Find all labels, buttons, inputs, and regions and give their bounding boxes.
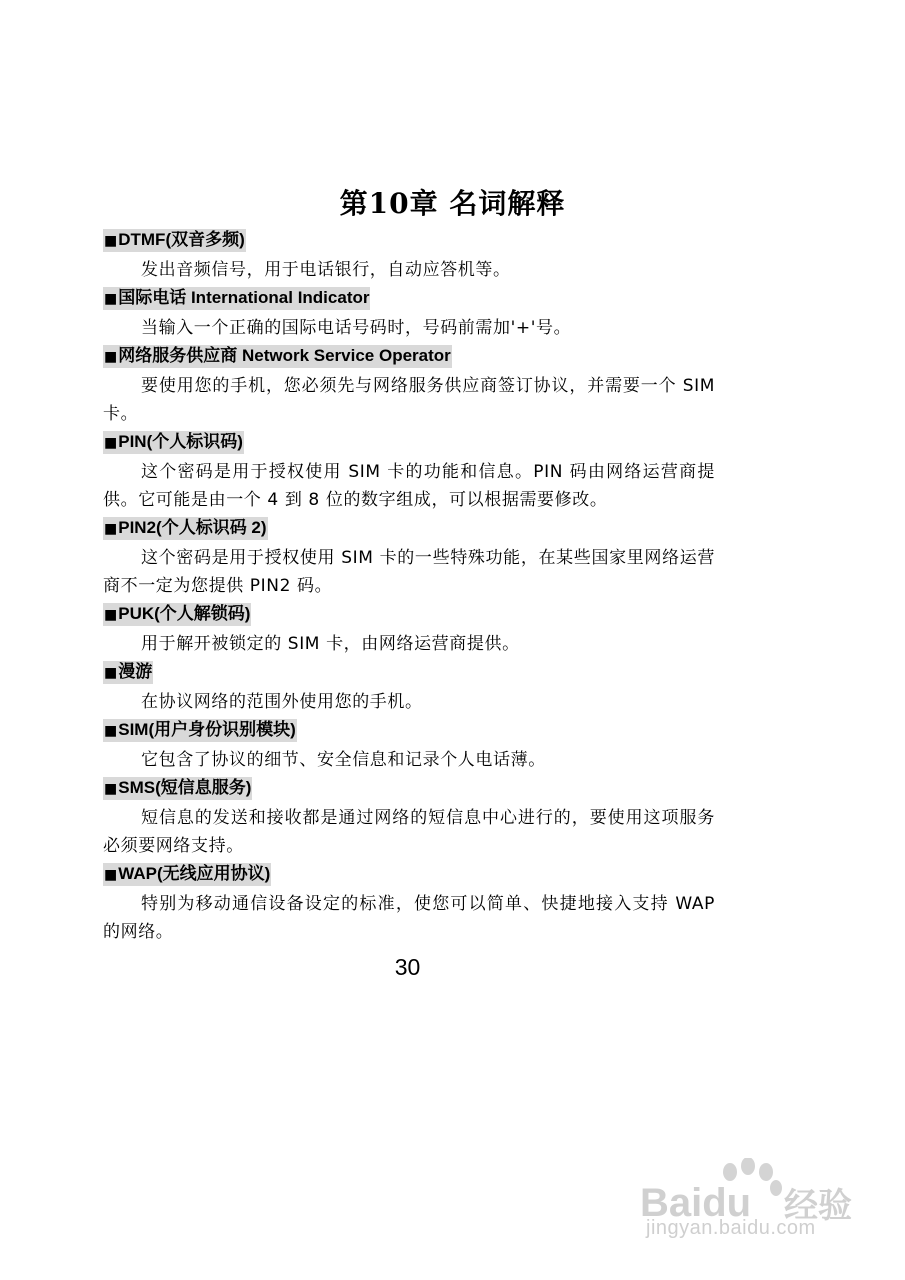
glossary-entry [103,600,715,658]
watermark-url: jingyan.baidu.com [646,1217,816,1239]
term-label: 网络服务供应商 Network Service Operator [118,346,451,365]
glossary-definition: 它包含了协议的细节、安全信息和记录个人电话薄。 [141,750,546,770]
glossary-entry [103,716,715,774]
glossary-definition: 短信息的发送和接收都是通过网络的短信息中心进行的，要使用这项服务必须要网络支持。 [103,808,715,856]
glossary-definition: 这个密码是用于授权使用 SIM 卡的功能和信息。PIN 码由网络运营商提供。它可能是由一个 4 到 8 位的数字组成，可以根据需要修改。 [103,462,715,510]
term-label: PUK(个人解锁码) [118,604,251,623]
term-label: PIN(个人标识码) [118,432,243,451]
glossary-entry [103,860,715,946]
glossary-definition: 要使用您的手机，您必须先与网络服务供应商签订协议，并需要一个 SIM 卡。 [103,376,715,424]
glossary-definition: 发出音频信号，用于电话银行，自动应答机等。 [141,260,511,280]
page-title: 第10章 名词解释 [339,187,566,220]
term-label: WAP(无线应用协议) [118,864,271,883]
glossary-term [103,603,251,626]
bullet-square-icon: ■ [104,349,118,365]
glossary-list [103,226,715,946]
watermark-logo-suffix: 经验 [784,1186,852,1226]
term-label: PIN2(个人标识码 2) [118,518,267,537]
bullet-square-icon: ■ [104,435,118,451]
bullet-square-icon: ■ [104,607,118,623]
term-label: SIM(用户身份识别模块) [118,720,296,739]
bullet-square-icon: ■ [104,233,118,249]
bullet-square-icon: ■ [104,665,118,681]
bullet-square-icon: ■ [104,781,118,797]
glossary-definition: 用于解开被锁定的 SIM 卡，由网络运营商提供。 [141,634,520,654]
glossary-definition: 这个密码是用于授权使用 SIM 卡的一些特殊功能，在某些国家里网络运营商不一定为您提供 PIN2 码。 [103,548,715,596]
glossary-entry [103,658,715,716]
bullet-square-icon: ■ [104,723,118,739]
glossary-definition: 当输入一个正确的国际电话号码时，号码前需加'+'号。 [141,318,572,338]
glossary-term [103,431,244,454]
glossary-term [103,661,153,684]
baidu-jingyan-watermark [640,1140,890,1260]
term-label: 漫游 [118,662,153,681]
term-label: 国际电话 International Indicator [118,288,370,307]
glossary-term [103,287,370,310]
bullet-square-icon: ■ [104,521,118,537]
bullet-square-icon: ■ [104,291,118,307]
glossary-entry [103,428,715,514]
glossary-entry [103,284,715,342]
glossary-entry [103,514,715,600]
glossary-term [103,345,452,368]
glossary-definition: 在协议网络的范围外使用您的手机。 [141,692,423,712]
bullet-square-icon: ■ [104,867,118,883]
glossary-entry [103,226,715,284]
glossary-term [103,777,252,800]
page-number: 30 [394,954,421,980]
term-label: DTMF(双音多频) [118,230,245,249]
glossary-entry [103,774,715,860]
glossary-definition: 特别为移动通信设备设定的标准，使您可以简单、快捷地接入支持 WAP 的网络。 [103,894,715,942]
glossary-term [103,229,246,252]
glossary-term [103,863,271,886]
glossary-term [103,719,297,742]
watermark-logo-text: Baidu [640,1181,752,1225]
glossary-entry [103,342,715,428]
term-label: SMS(短信息服务) [118,778,252,797]
glossary-term [103,517,268,540]
